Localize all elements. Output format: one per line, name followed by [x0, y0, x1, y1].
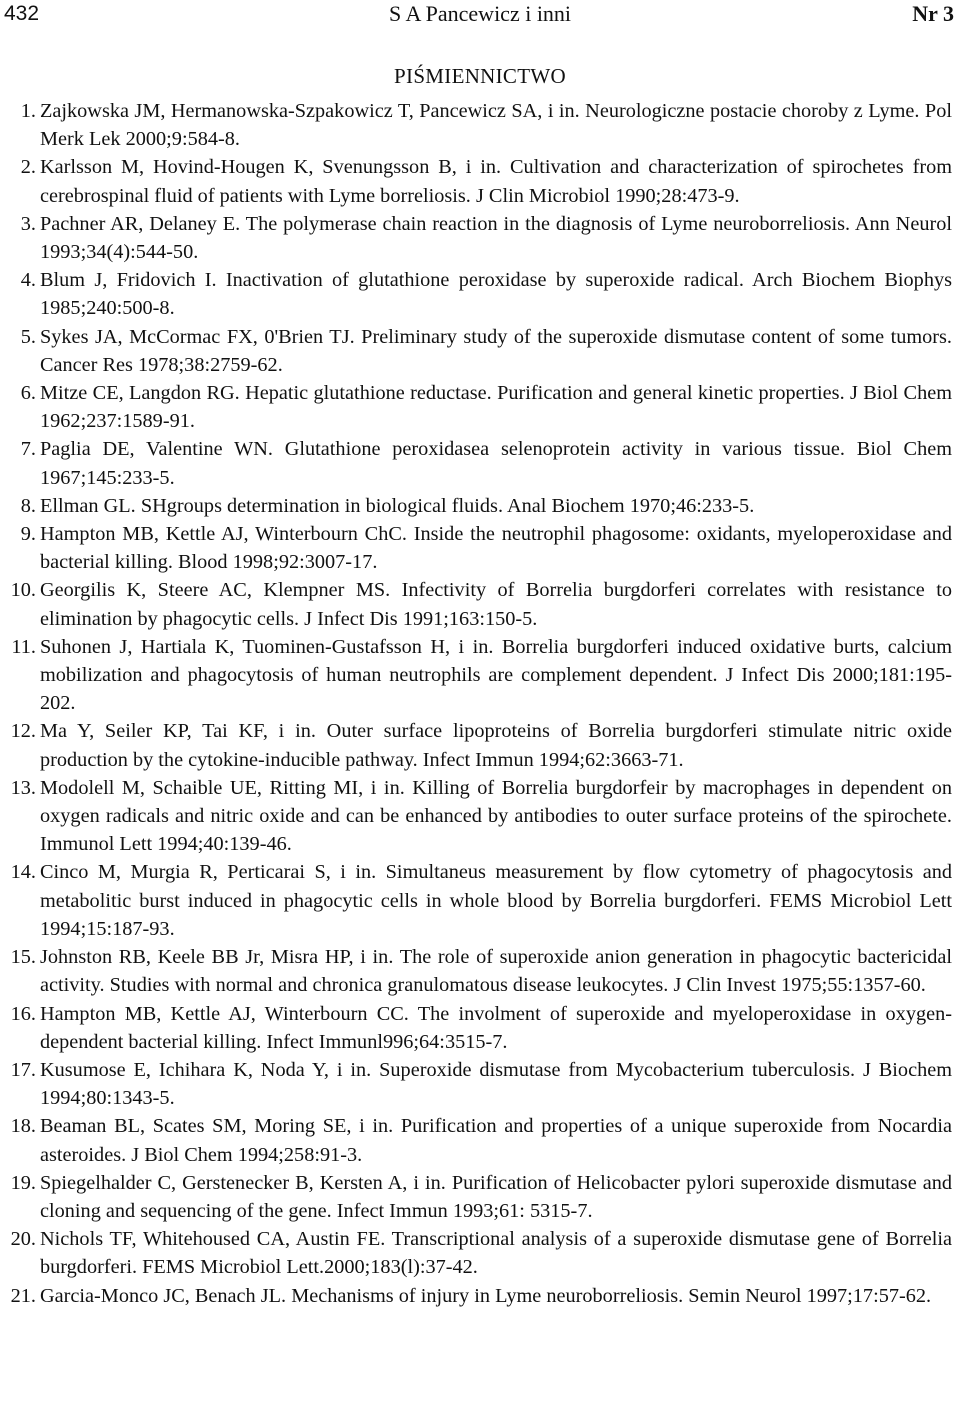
- reference-item: [0, 1282, 952, 1310]
- reference-number: 4.: [20, 269, 36, 292]
- reference-number: 5.: [20, 325, 36, 348]
- reference-item: [0, 520, 952, 576]
- reference-number: 14.: [10, 861, 36, 884]
- reference-item: [0, 576, 952, 632]
- reference-number: 2.: [20, 156, 36, 179]
- reference-item: [0, 435, 952, 491]
- reference-text: Hampton MB, Kettle AJ, Winterbourn CC. The involment of superoxide and myeloperoxidase in oxygen-dependent bacterial killing. Infect Immunl996;64:3515-7.: [40, 1002, 952, 1053]
- reference-item: [0, 379, 952, 435]
- reference-item: [0, 774, 952, 859]
- reference-text: Beaman BL, Scates SM, Moring SE, i in. Purification and properties of a unique superoxide from Nocardia asteroides. J Biol Chem 1994;258:91-3.: [40, 1115, 952, 1166]
- reference-item: [0, 858, 952, 943]
- page-header: [0, 0, 960, 32]
- reference-list: [0, 97, 952, 1310]
- reference-number: 19.: [10, 1171, 36, 1194]
- reference-text: Spiegelhalder C, Gerstenecker B, Kersten A, i in. Purification of Helicobacter pylori superoxide dismutase and cloning and sequencing of the gene. Infect Immun 1993;61: 5315-7.: [40, 1171, 952, 1222]
- reference-item: [0, 1225, 952, 1281]
- reference-text: Johnston RB, Keele BB Jr, Misra HP, i in. The role of superoxide anion generation in phagocytic bactericidal activity. Studies with normal and chronica granulomatous disease leukocytes. J Clin Invest 1975;55:1357-60.: [40, 946, 952, 997]
- reference-number: 15.: [10, 946, 36, 969]
- issue-number: Nr 3: [912, 1, 954, 26]
- section-title: PIŚMIENNICTWO: [394, 64, 566, 88]
- page-number: 432: [4, 2, 40, 25]
- reference-number: 12.: [10, 720, 36, 743]
- reference-text: Pachner AR, Delaney E. The polymerase chain reaction in the diagnosis of Lyme neuroborreliosis. Ann Neurol 1993;34(4):544-50.: [40, 212, 952, 264]
- reference-item: [0, 210, 952, 266]
- reference-text: Suhonen J, Hartiala K, Tuominen-Gustafsson H, i in. Borrelia burgdorferi induced oxidative burts, calcium mobilization and phagocytosis of human neutrophils are complement dependent. J Infect Dis 2000;181:195-202.: [40, 635, 952, 715]
- reference-text: Mitze CE, Langdon RG. Hepatic glutathione reductase. Purification and general kinetic properties. J Biol Chem 1962;237:1589-91.: [40, 382, 952, 433]
- reference-item: [0, 323, 952, 379]
- reference-item: [0, 717, 952, 773]
- reference-number: 20.: [10, 1228, 36, 1251]
- reference-text: Hampton MB, Kettle AJ, Winterbourn ChC. Inside the neutrophil phagosome: oxidants, myeloperoxidase and bacterial killing. Blood 1998;92:3007-17.: [40, 523, 952, 574]
- reference-number: 18.: [10, 1115, 36, 1138]
- reference-number: 17.: [10, 1058, 36, 1081]
- reference-item: [0, 943, 952, 999]
- reference-item: [0, 1169, 952, 1225]
- reference-text: Modolell M, Schaible UE, Ritting MI, i in. Killing of Borrelia burgdorfeir by macrophages in dependent on oxygen radicals and nitric oxide and can be enhanced by antibodies to outer surface proteins of the spirochete. Immunol Lett 1994;40:139-46.: [40, 776, 952, 856]
- reference-text: Nichols TF, Whitehoused CA, Austin FE. Transcriptional analysis of a superoxide dismutase gene of Borrelia burgdorferi. FEMS Microbiol Lett.2000;183(l):37-42.: [40, 1228, 952, 1279]
- reference-text: Garcia-Monco JC, Benach JL. Mechanisms of injury in Lyme neuroborreliosis. Semin Neurol 1997;17:57-62.: [40, 1284, 932, 1307]
- reference-text: Karlsson M, Hovind-Hougen K, Svenungsson B, i in. Cultivation and characterization of spirochetes from cerebrospinal fluid of patients with Lyme borreliosis. J Clin Microbiol 1990;28:473-9.: [40, 156, 952, 207]
- reference-item: [0, 492, 952, 520]
- reference-text: Georgilis K, Steere AC, Klempner MS. Infectivity of Borrelia burgdorferi correlates with resistance to elimination by phagocytic cells. J Infect Dis 1991;163:150-5.: [40, 579, 952, 630]
- reference-number: 13.: [10, 776, 36, 799]
- reference-number: 6.: [20, 382, 36, 405]
- reference-text: Cinco M, Murgia R, Perticarai S, i in. Simultaneus measurement by flow cytometry of phagocytosis and metabolitic burst induced in phagocytic cells in whole blood by Borrelia burgdorferi. FEMS Microbiol Lett 1994;15:187-93.: [40, 861, 952, 940]
- reference-number: 3.: [20, 212, 36, 235]
- reference-text: Ma Y, Seiler KP, Tai KF, i in. Outer surface lipoproteins of Borrelia burgdorferi stimulate nitric oxide production by the cytokine-inducible pathway. Infect Immun 1994;62:3663-71.: [40, 720, 952, 771]
- reference-number: 7.: [20, 438, 36, 461]
- reference-text: Kusumose E, Ichihara K, Noda Y, i in. Superoxide dismutase from Mycobacterium tuberculosis. J Biochem 1994;80:1343-5.: [40, 1058, 952, 1110]
- reference-item: [0, 1056, 952, 1112]
- reference-text: Sykes JA, McCormac FX, 0'Brien TJ. Preliminary study of the superoxide dismutase content of some tumors. Cancer Res 1978;38:2759-62.: [40, 325, 952, 376]
- reference-item: [0, 633, 952, 718]
- reference-item: [0, 153, 952, 209]
- reference-text: Zajkowska JM, Hermanowska-Szpakowicz T, Pancewicz SA, i in. Neurologiczne postacie choroby z Lyme. Pol Merk Lek 2000;9:584-8.: [40, 100, 952, 151]
- reference-item: [0, 97, 952, 153]
- reference-number: 21.: [10, 1284, 36, 1307]
- reference-text: Ellman GL. SHgroups determination in biological fluids. Anal Biochem 1970;46:233-5.: [40, 494, 755, 517]
- reference-text: Paglia DE, Valentine WN. Glutathione peroxidasea selenoprotein activity in various tissue. Biol Chem 1967;145:233-5.: [40, 438, 952, 489]
- reference-number: 9.: [20, 523, 36, 546]
- reference-item: [0, 1112, 952, 1168]
- reference-number: 16.: [10, 1002, 36, 1025]
- reference-item: [0, 1000, 952, 1056]
- reference-text: Blum J, Fridovich I. Inactivation of glutathione peroxidase by superoxide radical. Arch Biochem Biophys 1985;240:500-8.: [40, 269, 952, 320]
- running-title: S A Pancewicz i inni: [388, 1, 572, 26]
- reference-number: 11.: [11, 635, 36, 658]
- reference-number: 10.: [10, 579, 36, 602]
- reference-item: [0, 266, 952, 322]
- reference-number: 1.: [20, 100, 36, 122]
- reference-number: 8.: [20, 494, 36, 517]
